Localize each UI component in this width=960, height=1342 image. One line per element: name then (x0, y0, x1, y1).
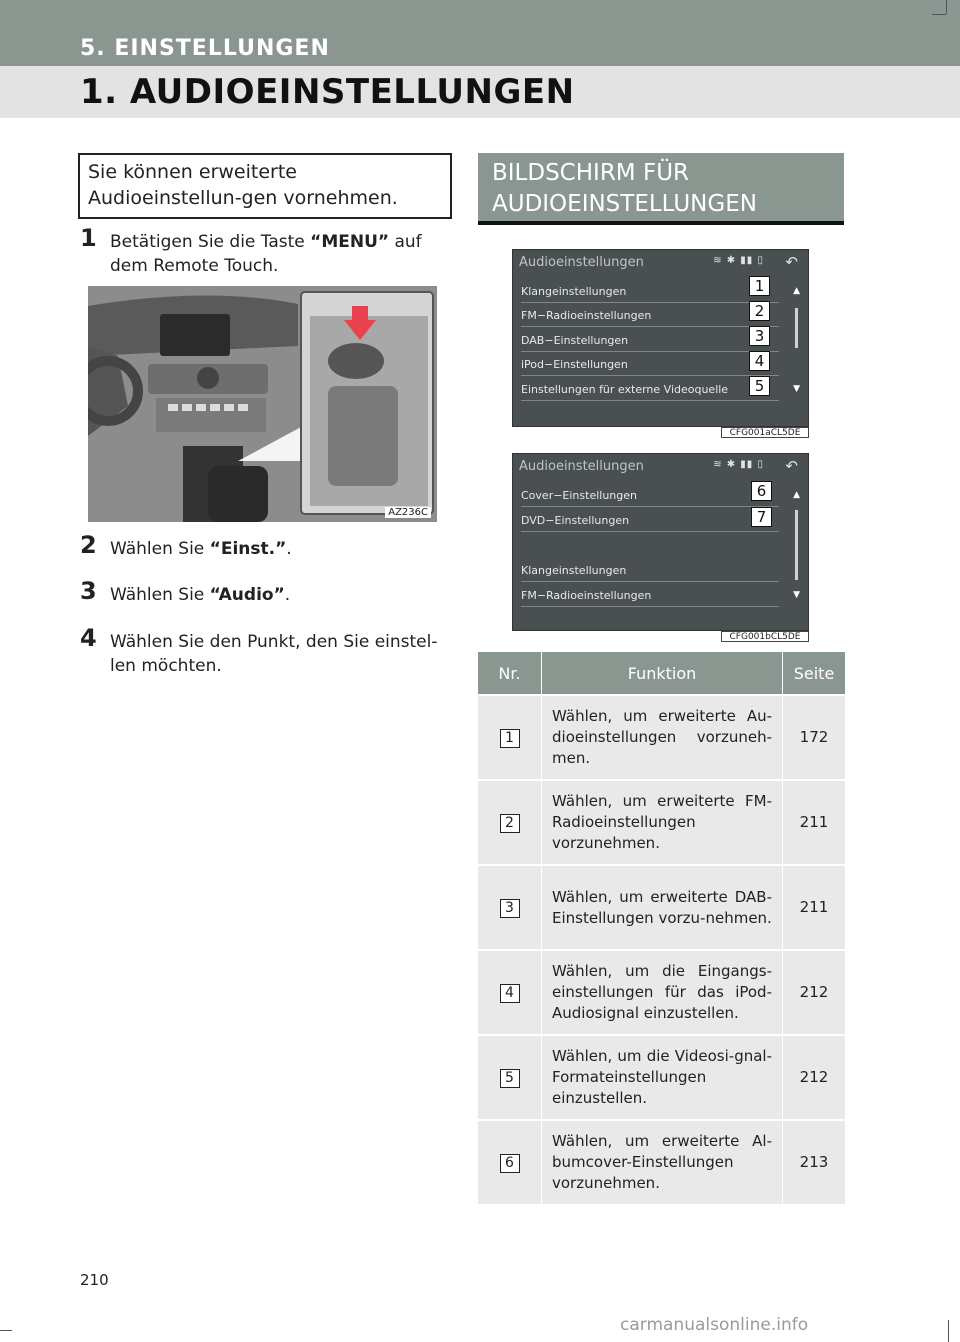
step-text: . (286, 539, 292, 559)
menu-item[interactable]: iPod−Einstellungen (521, 355, 779, 376)
scroll-up-icon[interactable]: ▲ (793, 286, 800, 296)
callout-badge: 5 (749, 376, 770, 396)
menu-item[interactable]: FM−Radioeinstellungen (521, 586, 779, 607)
screen-audio-settings-1 (512, 249, 809, 427)
scroll-up-icon[interactable]: ▲ (793, 490, 800, 500)
table-row (478, 695, 845, 780)
callout-badge: 6 (751, 481, 772, 501)
step-text: . (284, 585, 291, 605)
crop-mark (948, 1320, 949, 1342)
page-cell: 211 (783, 780, 846, 865)
back-icon[interactable]: ↶ (785, 253, 798, 271)
car-interior-photo (88, 286, 437, 522)
step-text: auf dem Remote Touch. (110, 232, 422, 276)
number-badge: 4 (500, 984, 520, 1003)
step-4 (80, 624, 446, 678)
step-number: 1 (80, 224, 97, 252)
page-cell: 211 (783, 865, 846, 950)
number-badge: 1 (500, 729, 520, 748)
callout-badge: 2 (749, 301, 770, 321)
screen-code: CFG001bCL5DE (721, 631, 809, 642)
step-3 (80, 577, 446, 607)
step-text: Wählen Sie (110, 585, 210, 605)
menu-item[interactable]: Einstellungen für externe Videoquelle (521, 380, 779, 401)
menu-item[interactable]: FM−Radioeinstellungen (521, 306, 779, 327)
function-cell: Wählen, um erweiterte FM-Radioeinstellungen vorzunehmen. (542, 780, 783, 865)
scroll-down-icon[interactable]: ▼ (793, 384, 800, 394)
function-table (478, 652, 845, 1204)
function-cell: Wählen, um die Videosi-gnal-Formateinstellungen einzustellen. (542, 1035, 783, 1120)
step-number: 3 (80, 577, 97, 605)
step-2 (80, 531, 446, 561)
table-row (478, 865, 845, 950)
section-header: BILDSCHIRM FÜR AUDIOEINSTELLUNGEN (478, 153, 844, 225)
step-text: Betätigen Sie die Taste (110, 232, 311, 252)
callout-badge: 4 (749, 351, 770, 371)
number-badge: 2 (500, 814, 520, 833)
crop-mark (946, 0, 947, 14)
step-keyword: “MENU” (310, 232, 390, 252)
screen-audio-settings-2 (512, 453, 809, 631)
step-keyword: “Einst.” (209, 539, 287, 559)
menu-item[interactable]: Klangeinstellungen (521, 282, 779, 303)
number-badge: 3 (500, 899, 520, 918)
column-header: Seite (783, 652, 846, 695)
step-number: 2 (80, 531, 97, 559)
status-icons: ≋ ✱ ▮▮ ▯ (713, 459, 764, 470)
step-1 (80, 224, 446, 278)
column-header: Funktion (542, 652, 783, 695)
section-label: 5. EINSTELLUNGEN (80, 36, 330, 61)
function-cell: Wählen, um erweiterte Au-dioeinstellungen vorzuneh-men. (542, 695, 783, 780)
screen-title: Audioeinstellungen (519, 255, 644, 270)
screen-code: CFG001aCL5DE (721, 427, 809, 438)
scroll-down-icon[interactable]: ▼ (793, 590, 800, 600)
number-badge: 5 (500, 1069, 520, 1088)
step-number: 4 (80, 624, 97, 652)
step-text: Wählen Sie den Punkt, den Sie einstel-len möchten. (110, 632, 438, 676)
scrollbar[interactable] (795, 308, 798, 348)
step-keyword: “Audio” (209, 585, 285, 605)
table-row (478, 1035, 845, 1120)
page-cell: 212 (783, 1035, 846, 1120)
scrollbar[interactable] (795, 510, 798, 580)
table-row (478, 780, 845, 865)
page-cell: 172 (783, 695, 846, 780)
menu-item[interactable]: DVD−Einstellungen (521, 511, 779, 532)
watermark: carmanualsonline.info (620, 1315, 809, 1335)
table-row (478, 1120, 845, 1204)
back-icon[interactable]: ↶ (785, 457, 798, 475)
status-icons: ≋ ✱ ▮▮ ▯ (713, 255, 764, 266)
function-cell: Wählen, um erweiterte DAB-Einstellungen vorzu-nehmen. (542, 865, 783, 950)
menu-item[interactable]: Cover−Einstellungen (521, 486, 779, 507)
intro-box: Sie können erweiterte Audioeinstellun-gen vornehmen. (78, 153, 452, 219)
crop-mark (932, 14, 946, 15)
page-number: 210 (80, 1271, 109, 1289)
page-cell: 212 (783, 950, 846, 1035)
screen-title: Audioeinstellungen (519, 459, 644, 474)
menu-item[interactable]: Klangeinstellungen (521, 561, 779, 582)
page-title: 1. AUDIOEINSTELLUNGEN (80, 72, 575, 112)
crop-mark (0, 1330, 12, 1331)
number-badge: 6 (500, 1154, 520, 1173)
menu-item[interactable]: DAB−Einstellungen (521, 331, 779, 352)
column-header: Nr. (478, 652, 542, 695)
callout-badge: 3 (749, 326, 770, 346)
callout-badge: 7 (751, 507, 772, 527)
step-text: Wählen Sie (110, 539, 210, 559)
photo-code: AZ236C (385, 507, 431, 518)
page-cell: 213 (783, 1120, 846, 1204)
function-cell: Wählen, um die Eingangs-einstellungen für das iPod-Audiosignal einzustellen. (542, 950, 783, 1035)
function-cell: Wählen, um erweiterte Al-bumcover-Einstellungen vorzunehmen. (542, 1120, 783, 1204)
table-row (478, 950, 845, 1035)
callout-badge: 1 (749, 276, 770, 296)
